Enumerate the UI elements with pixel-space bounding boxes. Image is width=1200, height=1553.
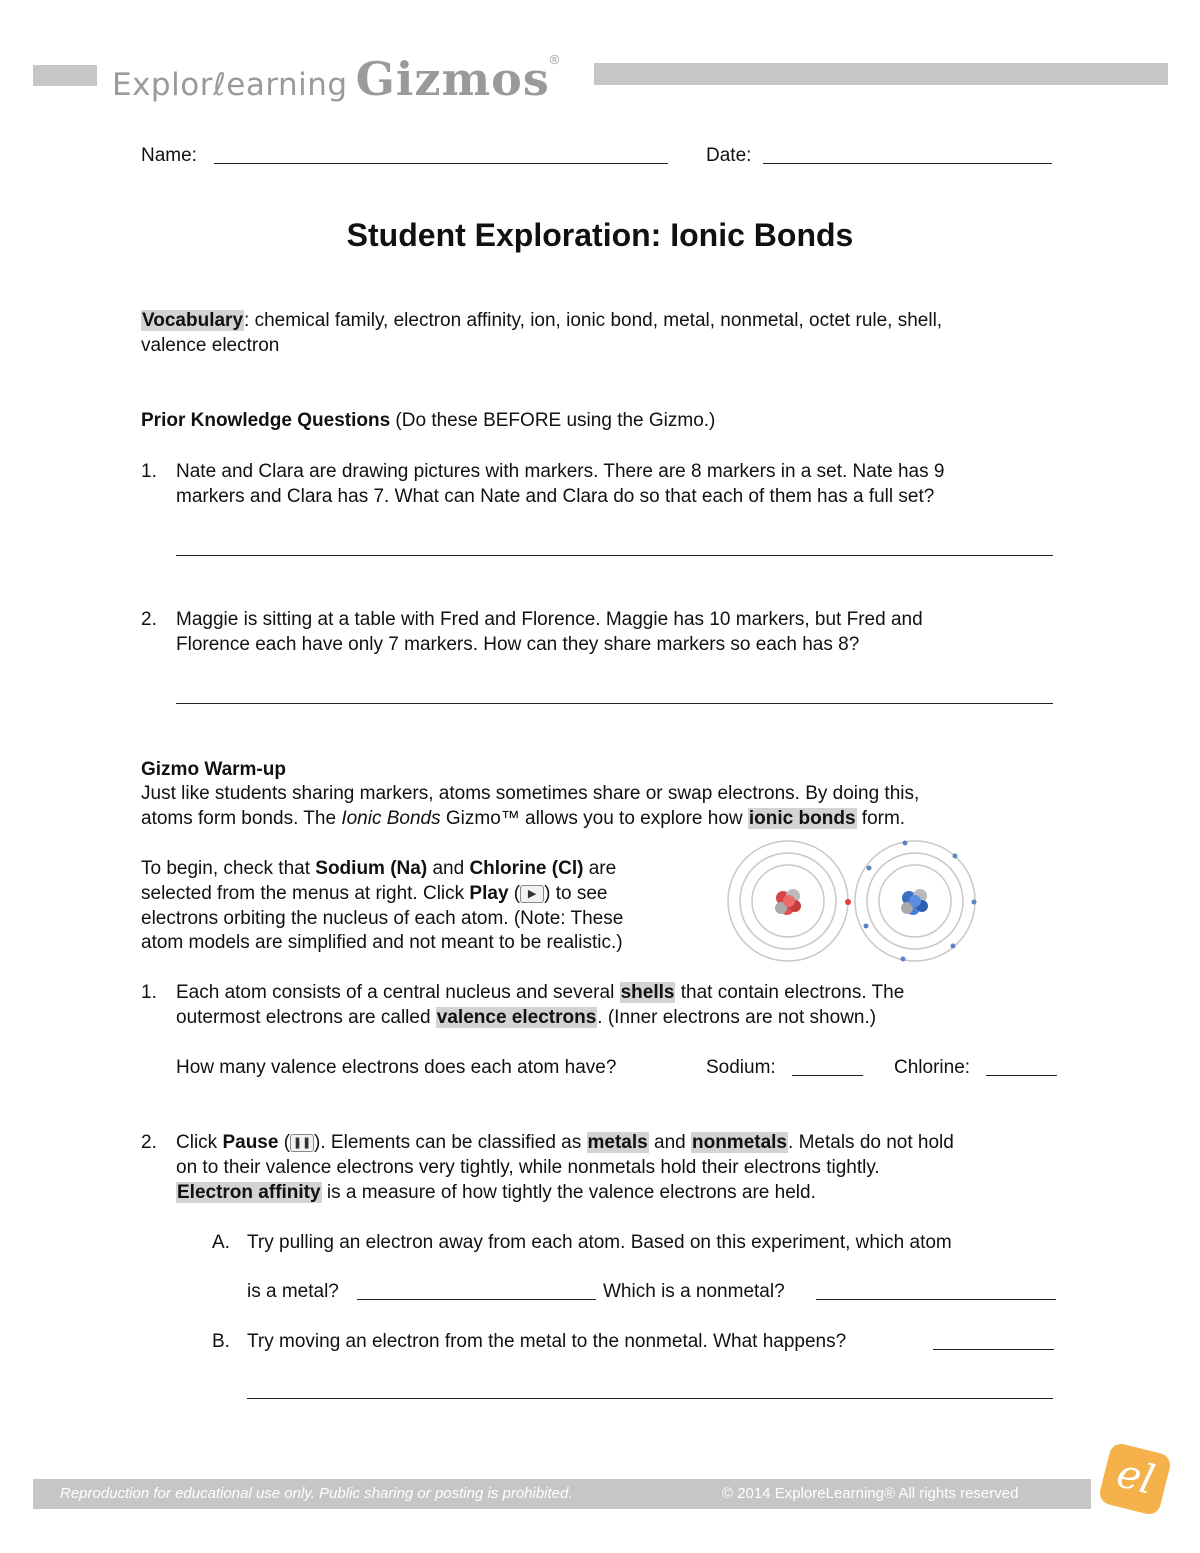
gizmo-name-italic: Ionic Bonds [341,808,441,829]
chlorine-answer-label: Chlorine: [894,1057,971,1078]
prior-q1-answer-line[interactable] [176,555,1053,556]
q2-part-a-label: A. [212,1232,230,1253]
term-nonmetals: nonmetals [691,1132,788,1153]
prior-q1-line-1: Nate and Clara are drawing pictures with markers. There are 8 markers in a set. Nate has 9 [176,461,945,482]
warmup-q1-ask: How many valence electrons does each atom have? [176,1057,617,1078]
warmup-p2-line-3: electrons orbiting the nucleus of each atom. (Note: These [141,908,624,929]
prior-q2-answer-line[interactable] [176,703,1053,704]
warmup-p1-line-2 [141,806,905,831]
brand-registered: ® [549,52,560,67]
warmup-heading: Gizmo Warm-up [141,759,286,780]
pause-bold: Pause [222,1132,279,1153]
warmup-q1-number: 1. [141,982,157,1003]
term-metals: metals [587,1132,648,1153]
term-shells: shells [620,982,675,1003]
sodium-valence-electron [845,899,851,905]
warmup-q1-line-1 [176,980,904,1005]
warmup-q1-text-b: that contain electrons. The [675,982,905,1003]
prior-heading-bold: Prior Knowledge Questions [141,410,391,431]
warmup-q2-line-2: on to their valence electrons very tightly, while nonmetals hold their electrons tightly. [176,1157,880,1178]
warmup-p1-text-a: atoms form bonds. The [141,808,342,829]
warmup-p2-line-4: atom models are simplified and not meant to be realistic.) [141,932,623,953]
q2-part-b-answer-line-1[interactable] [933,1349,1054,1350]
warmup-q2-text-a: Click [176,1132,223,1153]
sodium-nucleus [775,889,801,915]
prior-q1-number: 1. [141,461,157,482]
warmup-q2-number: 2. [141,1132,157,1153]
q2-part-b-answer-line-2[interactable] [247,1398,1053,1399]
vocabulary-line-1 [141,308,942,333]
atoms-illustration [725,838,985,964]
warmup-p1-line-1: Just like students sharing markers, atoms sometimes share or swap electrons. By doing this, [141,783,920,804]
name-label: Name: [141,145,197,166]
sodium-answer-label: Sodium: [706,1057,776,1078]
warmup-q2-l3-text: is a measure of how tightly the valence electrons are held. [321,1182,816,1203]
warmup-p2-l2-text-a: selected from the menus at right. Click [141,883,470,904]
prior-q2-line-2: Florence each have only 7 markers. How can they share markers so each has 8? [176,634,860,655]
term-valence-electrons: valence electrons [436,1007,597,1028]
brand-logo [112,52,560,106]
prior-q2-number: 2. [141,609,157,630]
prior-q1-line-2: markers and Clara has 7. What can Nate and Clara do so that each of them has a full set? [176,486,935,507]
q2-part-a-line-1: Try pulling an electron away from each atom. Based on this experiment, which atom [247,1232,952,1253]
warmup-p2-l2-open-paren: ( [508,883,521,904]
date-field[interactable] [763,163,1052,164]
q2-part-b-label: B. [212,1331,230,1352]
metal-answer-field[interactable] [357,1299,596,1300]
nonmetal-answer-field[interactable] [816,1299,1056,1300]
warmup-q2-text-d: ). Elements can be classified as [314,1132,587,1153]
chlorine-nucleus [901,889,928,915]
prior-q2-line-1: Maggie is sitting at a table with Fred and Florence. Maggie has 10 markers, but Fred and [176,609,923,630]
warmup-p2-line-1 [141,856,616,881]
warmup-p2-text-c: and [427,858,470,879]
warmup-p2-text-d: are [583,858,617,879]
name-field[interactable] [214,163,668,164]
warmup-p1-text-b: Gizmo™ allows you to explore how [440,808,748,829]
warmup-p1-text-c: form. [856,808,906,829]
vocabulary-terms-1: : chemical family, electron affinity, ion, ionic bond, metal, nonmetal, octet rule, shell, [244,310,943,331]
q2-part-b-line-1: Try moving an electron from the metal to the nonmetal. What happens? [247,1331,847,1352]
warmup-q2-line-1 [176,1130,954,1155]
date-label: Date: [706,145,752,166]
warmup-p2-text-a: To begin, check that [141,858,316,879]
warmup-q1-l2-text-a: outermost electrons are called [176,1007,436,1028]
brand-gizmos: Gizmos [355,52,550,106]
footer-disclaimer: Reproduction for educational use only. Public sharing or posting is prohibited. [60,1485,573,1502]
sodium-bold: Sodium (Na) [315,858,428,879]
prior-knowledge-heading [141,408,715,433]
q2-part-a-metal-label: is a metal? [247,1281,339,1302]
sodium-answer-field[interactable] [792,1075,863,1076]
brand-explore: Explor [112,67,213,103]
brand-learning: earning [226,67,348,103]
warmup-q1-line-2 [176,1005,876,1030]
prior-heading-note: (Do these BEFORE using the Gizmo.) [390,410,716,431]
q2-part-a-nonmetal-label: Which is a nonmetal? [603,1281,785,1302]
warmup-q1-l2-text-b: . (Inner electrons are not shown.) [597,1007,877,1028]
page-title: Student Exploration: Ionic Bonds [346,217,854,253]
warmup-q2-open-paren: ( [278,1132,291,1153]
footer-copyright: © 2014 ExploreLearning® All rights reserved [722,1485,1019,1502]
warmup-q2-text-f: . Metals do not hold [788,1132,954,1153]
header-bar-right [594,63,1168,85]
play-icon: ▶ [520,885,544,903]
warmup-q2-text-e: and [648,1132,691,1153]
vocabulary-terms-2: valence electron [141,335,280,356]
chlorine-bold: Chlorine (Cl) [469,858,584,879]
warmup-p2-line-2 [141,881,608,906]
term-electron-affinity: Electron affinity [177,1182,321,1203]
brand-swirl-icon: ℓ [212,67,227,103]
pause-icon: ❚❚ [290,1134,314,1152]
term-ionic-bonds: ionic bonds [748,808,856,829]
vocabulary-label: Vocabulary [142,310,244,331]
chlorine-answer-field[interactable] [986,1075,1057,1076]
play-bold: Play [469,883,509,904]
warmup-q1-text-a: Each atom consists of a central nucleus and several [176,982,620,1003]
explorelearning-logo-icon: el [1097,1441,1172,1516]
warmup-q2-line-3 [176,1180,816,1205]
header-bar-left [33,65,97,86]
warmup-p2-l2-text-d: ) to see [544,883,608,904]
